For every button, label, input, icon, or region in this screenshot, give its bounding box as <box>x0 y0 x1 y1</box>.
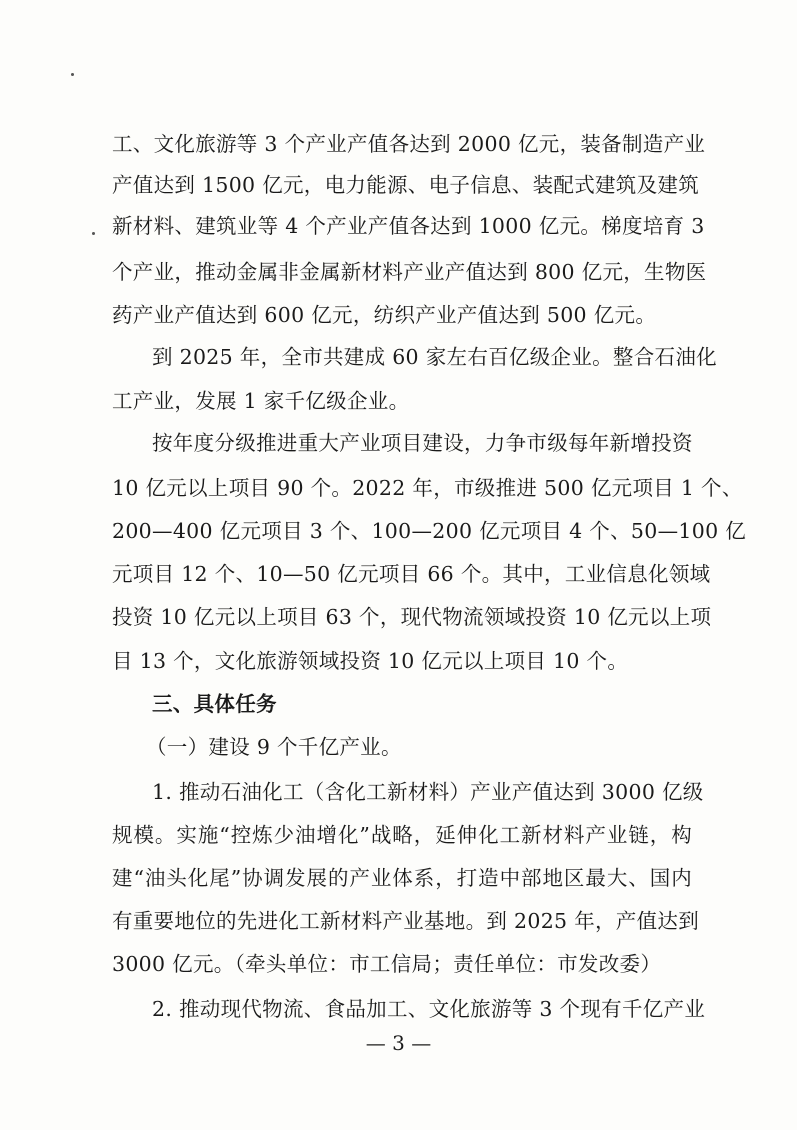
body-line: 目 13 个，文化旅游领域投资 10 亿元以上项目 10 个。 <box>112 649 629 673</box>
body-line: 工产业，发展 1 家千亿级企业。 <box>112 389 410 413</box>
body-line: 产值达到 1500 亿元，电力能源、电子信息、装配式建筑及建筑 <box>112 173 700 197</box>
body-line: 药产业产值达到 600 亿元，纺织产业产值达到 500 亿元。 <box>112 303 657 327</box>
body-line: 元项目 12 个、10—50 亿元项目 66 个。其中，工业信息化领域 <box>112 562 711 586</box>
paragraph-first-line: 2. 推动现代物流、食品加工、文化旅游等 3 个现有千亿产业 <box>152 997 706 1021</box>
body-line: 规模。实施“控炼少油增化”战略，延伸化工新材料产业链，构 <box>112 823 692 847</box>
body-line: 200—400 亿元项目 3 个、100—200 亿元项目 4 个、50—100 亿 <box>112 519 747 543</box>
body-line: 工、文化旅游等 3 个产业产值各达到 2000 亿元，装备制造产业 <box>112 132 706 156</box>
page-number: — 3 — <box>365 1031 432 1055</box>
body-line: 投资 10 亿元以上项目 63 个，现代物流领域投资 10 亿元以上项 <box>112 605 712 629</box>
scan-speck <box>92 232 95 235</box>
body-line: 10 亿元以上项目 90 个。2022 年，市级推进 500 亿元项目 1 个、 <box>112 476 743 500</box>
body-line: 3000 亿元。（牵头单位：市工信局；责任单位：市发改委） <box>112 952 662 976</box>
body-line: 建“油头化尾”协调发展的产业体系，打造中部地区最大、国内 <box>112 866 692 890</box>
body-line: 有重要地位的先进化工新材料产业基地。到 2025 年，产值达到 <box>112 909 700 933</box>
paragraph-first-line: 到 2025 年，全市共建成 60 家左右百亿级企业。整合石油化 <box>152 345 717 369</box>
body-line: 个产业，推动金属非金属新材料产业产值达到 800 亿元，生物医 <box>112 260 707 284</box>
scan-speck <box>71 73 74 76</box>
subsection-heading: （一）建设 9 个千亿产业。 <box>146 735 402 759</box>
paragraph-first-line: 1. 推动石油化工（含化工新材料）产业产值达到 3000 亿级 <box>152 780 704 804</box>
paragraph-first-line: 按年度分级推进重大产业项目建设，力争市级每年新增投资 <box>152 431 693 455</box>
body-line: 新材料、建筑业等 4 个产业产值各达到 1000 亿元。梯度培育 3 <box>112 214 705 238</box>
section-heading: 三、具体任务 <box>152 692 277 716</box>
